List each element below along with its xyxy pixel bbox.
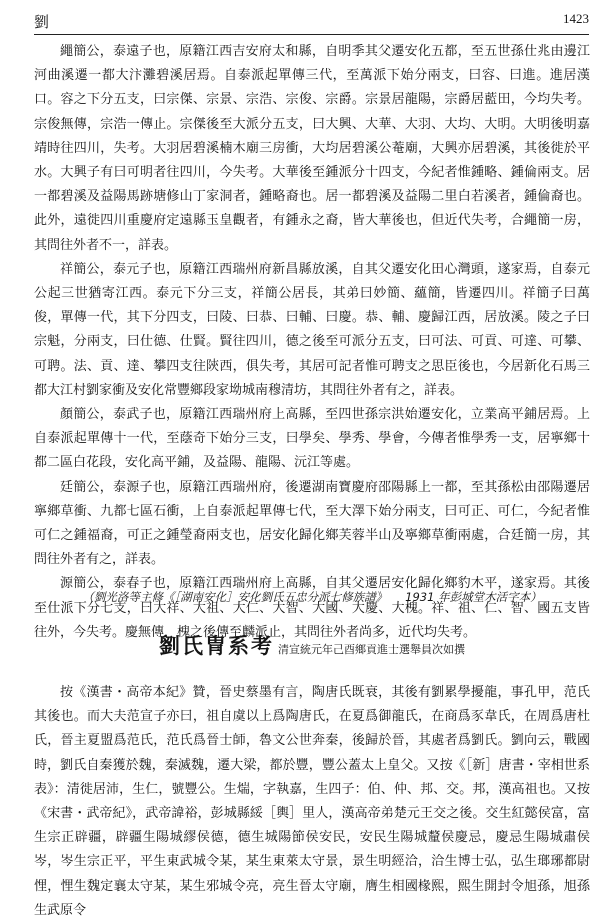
paragraph-tingjian: 廷簡公，泰源子也，原籍江西瑞州府，後遷湖南寶慶府邵陽縣上一都，至其孫松由邵陽遷居寧鄉草衝、九都七區石衝，上自泰派起單傳七代，至大澤下始分兩支，曰可正、可仁，今紀者惟可仁之鍾福裔，可正之鍾瑩裔兩支也，居安化歸化鄉芙蓉半山及寧鄉草衝兩處，合廷簡一房，其問往外者有之，詳表。 (34, 479, 590, 568)
page-number: 1423 (563, 11, 589, 26)
paragraph-yanjian: 顏簡公，泰武子也，原籍江西瑞州府上高縣，至四世孫宗洪始遷安化，立業高平鋪居焉。上自泰派起單傳十一代，至蔭奇下始分三支，曰學矣、學秀、學會，今傳者惟學秀一支，居寧鄉十都二區白花段，安化高平鋪，及益陽、龍陽、沅江等處。 (34, 407, 590, 471)
paragraph-shengjian: 繩簡公，泰遠子也，原籍江西吉安府太和縣，自明季其父遷安化五都，至五世孫仕兆由邊江河曲溪遷一都大汴灘碧溪居焉。自泰派起單傳三代，至萬派下始分兩支，曰容、曰進。進居漢口。容之下分五支，曰宗傑、宗景、宗浩、宗俊、宗爵。宗景居龍陽，宗爵居藍田，今均失考。宗俊無傳，宗浩一傳止。宗傑後至大派分五支，曰大興、大華、大羽、大均、大明。大明後明嘉靖時往四川，失考。大羽居碧溪楠木廟三房衝，大均居碧溪公菴廟，大興亦居碧溪，其後徙於平水。大興子有曰可明者往四川，今失考。大華後至鍾派分十四支，今紀者惟鍾略、鍾倫兩支。居一都碧溪及益陽馬跡塘修山丁家洞者，鍾略裔也。居一都碧溪及益陽二里白若溪者，鍾倫裔也。此外，遠徙四川重慶府定遠縣玉皇觀者，有鍾永之裔，皆大華後也，但近代失考，合繩簡一房，其問往外者不一，詳表。 (34, 44, 590, 253)
citation-editor: （劉光洛等主修《［湖南安化］安化劉氏五忠分派七修族譜》 (82, 590, 388, 604)
section-title: 劉氏冑系考 (159, 634, 274, 658)
section-heading (34, 630, 590, 660)
citation-publication: 1931 年彭城堂木活字本） (405, 590, 542, 604)
paragraph-yuanjian: 源簡公，泰春子也，原籍江西瑞州府上高縣，自其父遷居安化歸化鄉豹木平，遂家焉。其後至仕派下分七支，曰大祥、大祖、大仁、大智、大國、大慶、大槐。祥、祖、仁、智、國五支皆往外，今失考。慶無傳，槐之後傳至麟派止，其問往外者尚多，近代均失考。 (34, 576, 590, 640)
section-author-note: 清宣統元年己酉鄉貢進士選舉員次如撰 (278, 643, 465, 656)
main-text (34, 40, 590, 645)
paragraph-xiangjian: 祥簡公，泰元子也，原籍江西瑞州府新昌縣放溪，自其父遷安化田心灣頭，遂家焉，自泰元公起三世猶寄江西。泰元下分三支，祥簡公居長，其弟曰妙簡、蘊簡，皆遷四川。祥簡子曰萬俊，單傳一代，其下分四支，曰陵、曰恭、曰輔、曰慶。恭、輔、慶歸江西，居放溪。陵之子曰宗魁，分兩支，曰仕德、仕賢。賢往四川，德之後至可派分五支，曰可法、可貢、可達、可攀、可聘。法、貢、達、攀四支往陝西，俱失考，其居可記者惟可聘支之思臣後也，今居新化石馬三都大江村劉家衝及安化常豐鄉段家坳城南穆清坊，其問往外者有之，詳表。 (34, 261, 590, 398)
header-surname: 劉 (34, 13, 50, 31)
paragraph-lineage-origin: 按《漢書・高帝本紀》贊，晉史蔡墨有言，陶唐氏既衰，其後有劉累學擾龍，事孔甲，范氏其後也。而大夫范宣子亦曰，祖自虞以上爲陶唐氏，在夏爲御龍氏，在商爲豕韋氏，在周爲唐杜氏，晉主夏盟爲范氏，范氏爲晉士師，魯文公世奔秦，後歸於晉，其處者爲劉氏。劉向云，戰國時，劉氏自秦獲於魏，秦滅魏，遷大梁，都於豐，豐公蓋太上皇父。又按《［新］唐書・宰相世系表》：清徙居沛，生仁，號豐公。生煓，字執嘉，生四子：伯、仲、邦、交。邦，漢高祖也。又按《宋書・武帝紀》，武帝諱裕，彭城縣綏［輿］里人，漢高帝弟楚元王交之後。交生紅懿侯富，富生宗正辟疆，辟疆生陽城繆侯德，德生城陽節侯安民，安民生陽城釐侯慶忌，慶忌生陽城肅侯岑，岑生宗正平，平生東武城令某，某生東萊太守景，景生明經洽，洽生博士弘，弘生瑯琊都尉悝，悝生魏定襄太守某，某生邪城令亮，亮生晉太守廟，膺生相國椽熙，熙生開封令旭孫，旭孫生武原令 (34, 685, 590, 918)
page-header (34, 6, 589, 35)
source-citation (34, 589, 590, 605)
section-text (34, 681, 590, 923)
